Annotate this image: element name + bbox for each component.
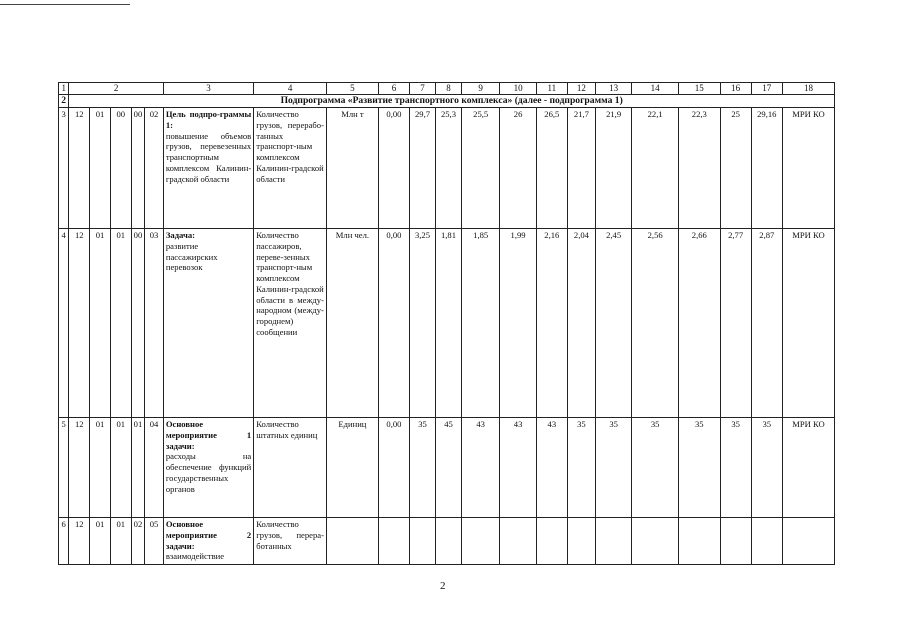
code-cell: 01	[110, 229, 131, 418]
unit-cell: Единиц	[326, 418, 378, 518]
value-cell: 1,99	[500, 229, 536, 418]
value-cell	[679, 518, 721, 565]
value-cell: 35	[679, 418, 721, 518]
column-number-row	[59, 83, 835, 95]
column-number-8: 8	[436, 83, 462, 95]
value-cell: 26,5	[536, 108, 567, 229]
responsible-cell: МРИ КО	[782, 229, 834, 418]
code-cell: 01	[90, 518, 111, 565]
row-number: 5	[59, 418, 69, 518]
value-cell: 2,04	[567, 229, 595, 418]
code-cell: 01	[110, 418, 131, 518]
responsible-cell: МРИ КО	[782, 418, 834, 518]
code-cell: 12	[69, 108, 90, 229]
column-number-16: 16	[720, 83, 751, 95]
code-cell: 01	[90, 108, 111, 229]
column-number-11: 11	[536, 83, 567, 95]
value-cell	[436, 518, 462, 565]
indicators-table	[58, 82, 835, 565]
value-cell	[595, 518, 631, 565]
code-cell: 01	[110, 518, 131, 565]
code-cell: 03	[145, 229, 164, 418]
code-cell: 12	[69, 229, 90, 418]
value-cell	[632, 518, 679, 565]
unit-cell: Млн чел.	[326, 229, 378, 418]
value-cell: 25,5	[461, 108, 499, 229]
value-cell	[536, 518, 567, 565]
value-cell	[567, 518, 595, 565]
value-cell: 43	[500, 418, 536, 518]
indicator-cell: Количество пассажиров, переве-зенных транспорт-ным комплексом Калинин-градской области в между-народном (между-городнем) сообщении	[254, 229, 327, 418]
value-cell: 22,3	[679, 108, 721, 229]
indicator-cell: Количество штатных единиц	[254, 418, 327, 518]
value-cell: 22,1	[632, 108, 679, 229]
value-cell: 25	[720, 108, 751, 229]
column-number-5: 5	[326, 83, 378, 95]
column-number-14: 14	[632, 83, 679, 95]
goal-title: Задача:	[165, 230, 195, 241]
column-number-9: 9	[461, 83, 499, 95]
code-cell: 02	[131, 518, 145, 565]
unit-cell: Млн т	[326, 108, 378, 229]
value-cell: 35	[595, 418, 631, 518]
value-cell: 35	[720, 418, 751, 518]
subprogram-title: Подпрограмма «Развитие транспортного комплекса» (далее - подпрограмма 1)	[69, 95, 835, 108]
goal-cell	[163, 418, 253, 518]
goal-title: Основное мероприятие 2 задачи:	[165, 519, 252, 551]
value-cell: 1,81	[436, 229, 462, 418]
row-number: 2	[59, 95, 69, 108]
value-cell	[378, 518, 409, 565]
column-number-3: 3	[163, 83, 253, 95]
goal-text: повышение объемов грузов, перевезенных транспортным комплексом Калинин-градской области	[165, 130, 252, 184]
value-cell: 2,56	[632, 229, 679, 418]
value-cell	[410, 518, 436, 565]
column-number-18: 18	[782, 83, 834, 95]
value-cell: 43	[461, 418, 499, 518]
code-cell: 12	[69, 518, 90, 565]
column-number-12: 12	[567, 83, 595, 95]
value-cell: 45	[436, 418, 462, 518]
indicator-cell: Количество грузов, перерабо-танных транспорт-ным комплексом Калинин-градской области	[254, 108, 327, 229]
code-cell: 01	[131, 418, 145, 518]
goal-cell	[163, 108, 253, 229]
goal-cell	[163, 229, 253, 418]
value-cell: 21,7	[567, 108, 595, 229]
value-cell: 0,00	[378, 108, 409, 229]
value-cell: 29,16	[751, 108, 782, 229]
code-cell: 00	[110, 108, 131, 229]
code-cell: 05	[145, 518, 164, 565]
row-number: 4	[59, 229, 69, 418]
value-cell: 2,66	[679, 229, 721, 418]
column-number-17: 17	[751, 83, 782, 95]
value-cell: 25,3	[436, 108, 462, 229]
table-row	[59, 229, 835, 418]
goal-cell	[163, 518, 253, 565]
goal-text: расходы на обеспечение функций государственных органов	[165, 451, 252, 494]
code-cell: 12	[69, 418, 90, 518]
responsible-cell: МРИ КО	[782, 108, 834, 229]
column-number-1: 1	[59, 83, 69, 95]
value-cell: 1,85	[461, 229, 499, 418]
value-cell: 2,87	[751, 229, 782, 418]
column-number-2: 2	[69, 83, 163, 95]
value-cell	[720, 518, 751, 565]
code-cell: 04	[145, 418, 164, 518]
table-row	[59, 108, 835, 229]
code-cell: 01	[90, 229, 111, 418]
goal-text: взаимодействие	[165, 551, 225, 562]
value-cell: 43	[536, 418, 567, 518]
value-cell: 35	[410, 418, 436, 518]
value-cell: 0,00	[378, 418, 409, 518]
value-cell	[500, 518, 536, 565]
table-row	[59, 518, 835, 565]
value-cell	[461, 518, 499, 565]
value-cell: 35	[632, 418, 679, 518]
value-cell: 2,16	[536, 229, 567, 418]
column-number-15: 15	[679, 83, 721, 95]
row-number: 3	[59, 108, 69, 229]
column-number-10: 10	[500, 83, 536, 95]
value-cell: 35	[751, 418, 782, 518]
value-cell: 29,7	[410, 108, 436, 229]
responsible-cell	[782, 518, 834, 565]
value-cell: 21,9	[595, 108, 631, 229]
goal-title: Цель подпро-граммы 1:	[165, 109, 252, 130]
code-cell: 00	[131, 229, 145, 418]
column-number-4: 4	[254, 83, 327, 95]
goal-title: Основное мероприятие 1 задачи:	[165, 419, 252, 451]
value-cell	[751, 518, 782, 565]
value-cell: 2,45	[595, 229, 631, 418]
column-number-13: 13	[595, 83, 631, 95]
column-number-7: 7	[410, 83, 436, 95]
top-rule	[0, 4, 130, 5]
column-number-6: 6	[378, 83, 409, 95]
code-cell: 00	[131, 108, 145, 229]
code-cell: 02	[145, 108, 164, 229]
value-cell: 26	[500, 108, 536, 229]
table-row	[59, 418, 835, 518]
value-cell: 3,25	[410, 229, 436, 418]
subprogram-row	[59, 95, 835, 108]
indicator-cell: Количество грузов, перера-ботанных	[254, 518, 327, 565]
value-cell: 35	[567, 418, 595, 518]
unit-cell	[326, 518, 378, 565]
value-cell: 2,77	[720, 229, 751, 418]
value-cell: 0,00	[378, 229, 409, 418]
code-cell: 01	[90, 418, 111, 518]
goal-text: развитие пассажирских перевозок	[165, 240, 218, 273]
row-number: 6	[59, 518, 69, 565]
page-number: 2	[440, 580, 446, 592]
